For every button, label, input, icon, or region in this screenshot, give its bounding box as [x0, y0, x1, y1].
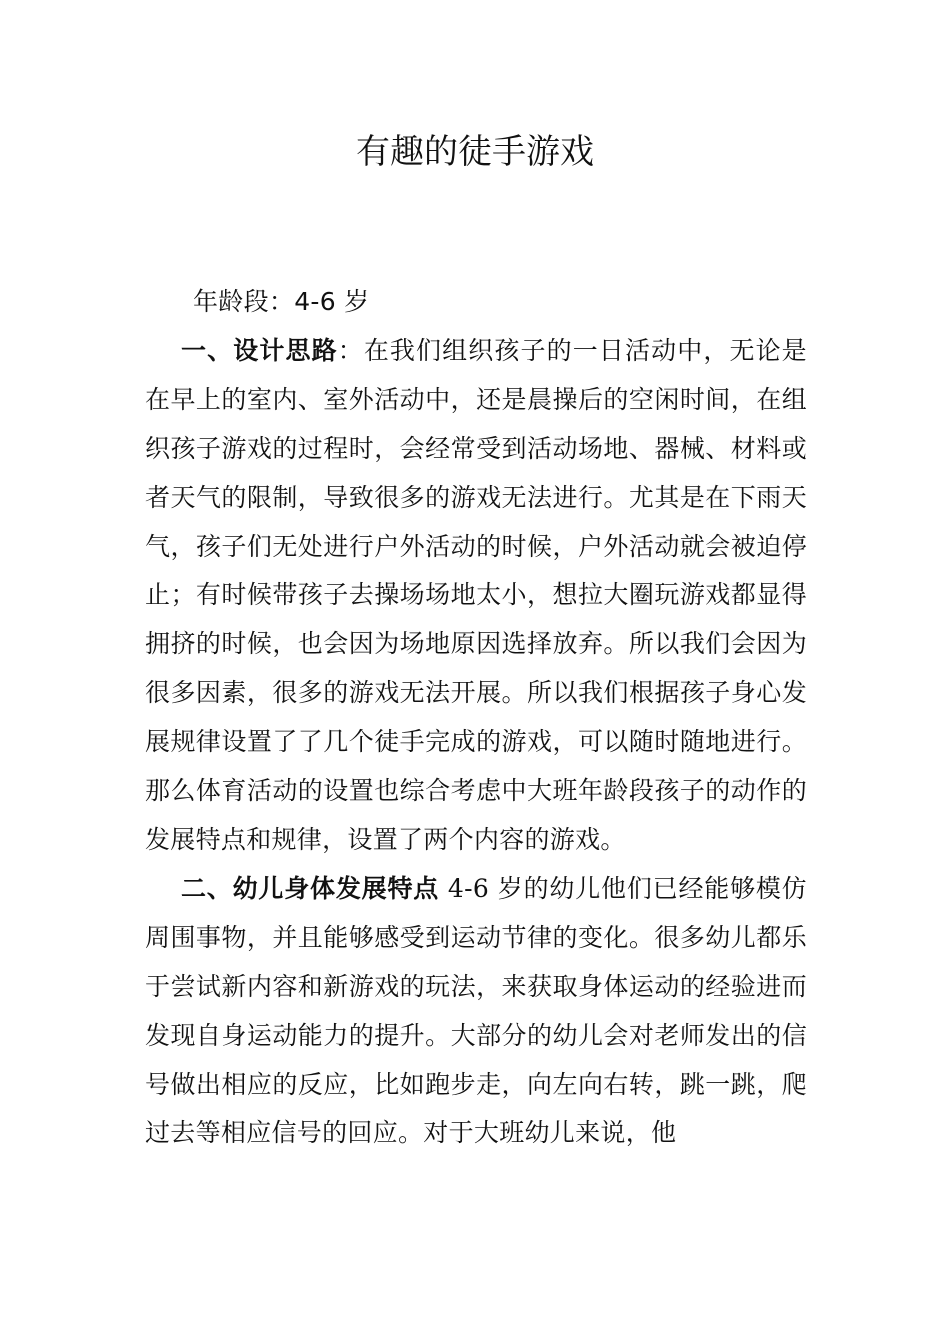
physical-development-paragraph	[145, 865, 807, 1158]
document-body	[145, 278, 807, 1158]
design-idea-heading: 一、设计思路	[181, 335, 338, 365]
physical-development-heading: 二、幼儿身体发展特点	[181, 873, 440, 903]
design-idea-text: ：在我们组织孩子的一日活动中，无论是在早上的室内、室外活动中，还是晨操后的空闲时间，在组织孩子游戏的过程时，会经常受到活动场地、器械、材料或者天气的限制，导致很多的游戏无法进行。尤其是在下雨天气，孩子们无处进行户外活动的时候，户外活动就会被迫停止；有时候带孩子去操场场地太小，想拉大圈玩游戏都显得拥挤的时候，也会因为场地原因选择放弃。所以我们会因为很多因素，很多的游戏无法开展。所以我们根据孩子身心发展规律设置了了几个徒手完成的游戏，可以随时随地进行。那么体育活动的设置也综合考虑中大班年龄段孩子的动作的发展特点和规律，设置了两个内容的游戏。	[145, 335, 807, 854]
physical-development-text: 4-6 岁的幼儿他们已经能够模仿周围事物，并且能够感受到运动节律的变化。很多幼儿都乐于尝试新内容和新游戏的玩法，来获取身体运动的经验进而发现自身运动能力的提升。大部分的幼儿会对老师发出的信号做出相应的反应，比如跑步走，向左向右转，跳一跳，爬过去等相应信号的回应。对于大班幼儿来说，他	[145, 873, 807, 1148]
design-idea-paragraph	[145, 327, 807, 865]
document-title: 有趣的徒手游戏	[356, 132, 594, 172]
age-range-line: 年龄段：4-6 岁	[193, 287, 370, 316]
